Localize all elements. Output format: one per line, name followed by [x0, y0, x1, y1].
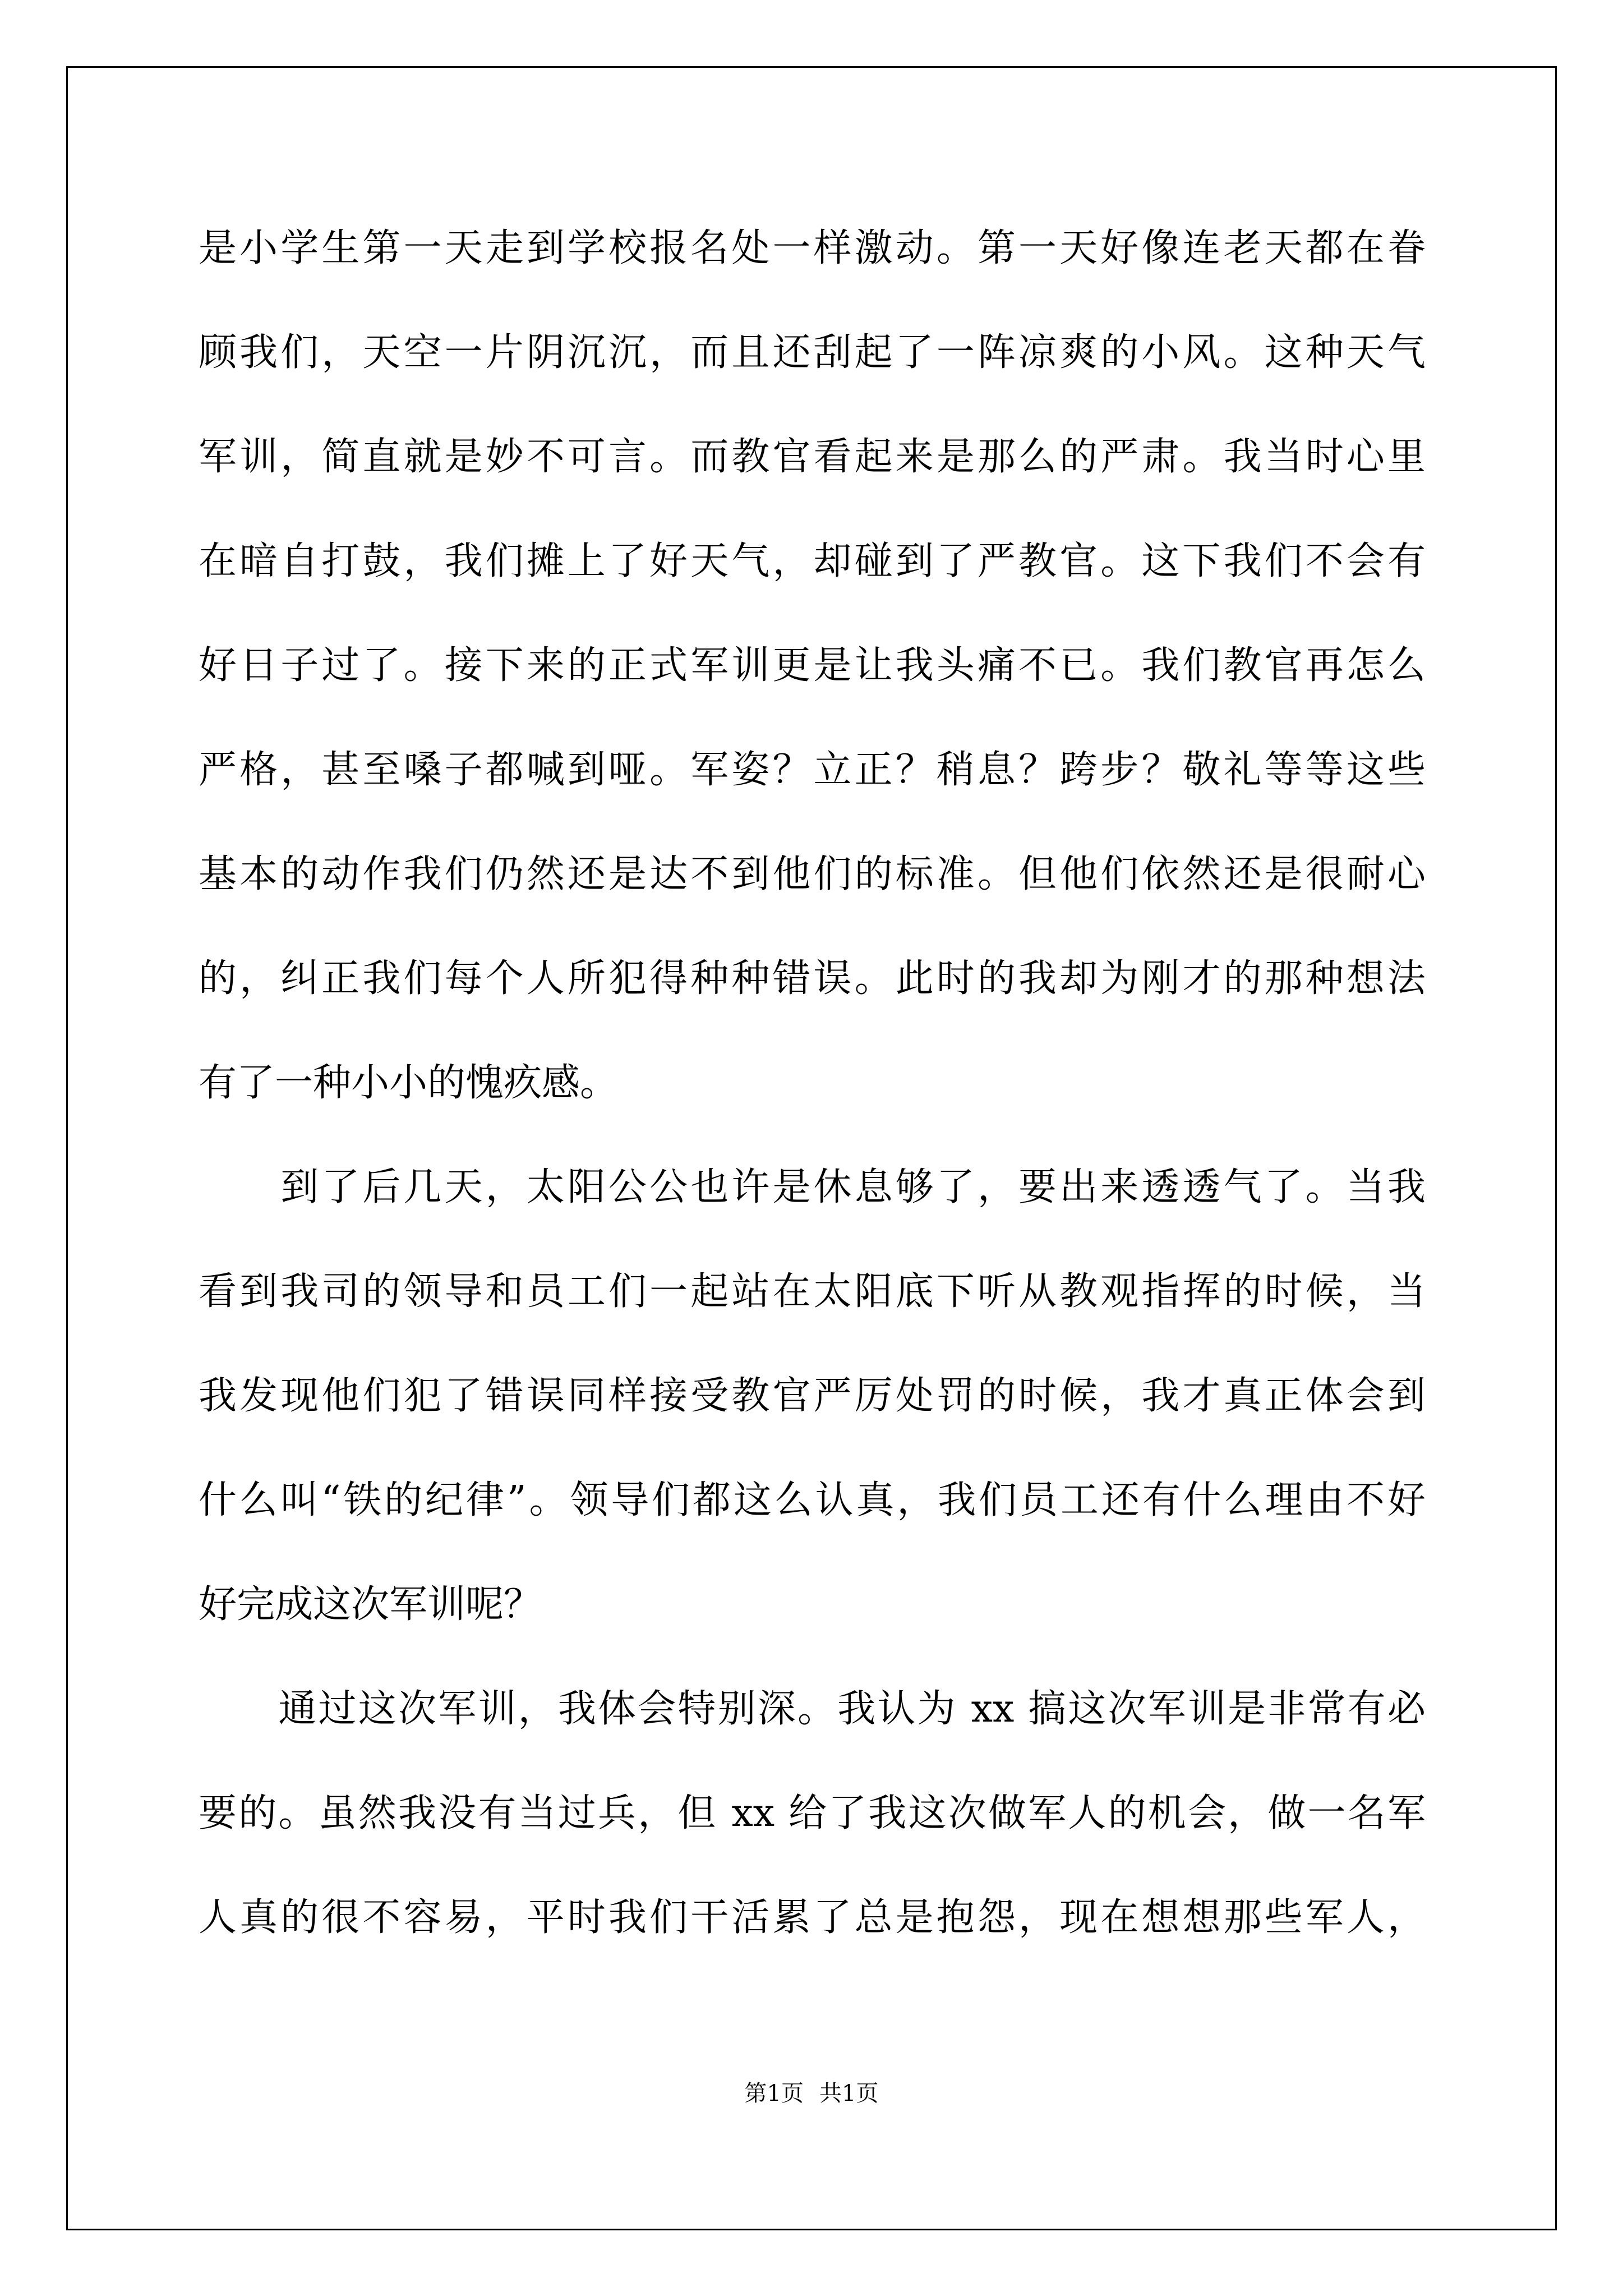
- text-line: 基本的动作我们仍然还是达不到他们的标准。但他们依然还是很耐心: [199, 852, 1426, 896]
- text-line: 顾我们，天空一片阴沉沉，而且还刮起了一阵凉爽的小风。这种天气: [199, 330, 1426, 375]
- text-line: 好完成这次军训呢？: [199, 1582, 542, 1627]
- page-total: 共1页: [819, 2081, 879, 2106]
- text-line: 好日子过了。接下来的正式军训更是让我头痛不已。我们教官再怎么: [199, 643, 1426, 688]
- text-line: 看到我司的领导和员工们一起站在太阳底下听从教观指挥的时候，当: [199, 1269, 1426, 1314]
- text-line: 我发现他们犯了错误同样接受教官严厉处罚的时候，我才真正体会到: [199, 1374, 1426, 1418]
- text-line: 的，纠正我们每个人所犯得种种错误。此时的我却为刚才的那种想法: [199, 956, 1426, 1001]
- text-line: 到了后几天，太阳公公也许是休息够了，要出来透透气了。当我: [199, 1165, 1426, 1209]
- text-line: 在暗自打鼓，我们摊上了好天气，却碰到了严教官。这下我们不会有: [199, 539, 1426, 583]
- text-line: 严格，甚至嗓子都喊到哑。军姿？立正？稍息？跨步？敬礼等等这些: [199, 748, 1426, 792]
- text-line: 通过这次军训，我体会特别深。我认为 xx 搞这次军训是非常有必: [199, 1687, 1426, 1731]
- text-line: 什么叫“铁的纪律”。领导们都这么认真，我们员工还有什么理由不好: [199, 1478, 1426, 1522]
- text-line: 是小学生第一天走到学校报名处一样激动。第一天好像连老天都在眷: [199, 226, 1426, 270]
- text-line: 军训，简直就是妙不可言。而教官看起来是那么的严肃。我当时心里: [199, 435, 1426, 479]
- text-line: 有了一种小小的愧疚感。: [199, 1061, 619, 1105]
- document-body: [199, 210, 1426, 1984]
- text-line: 要的。虽然我没有当过兵，但 xx 给了我这次做军人的机会，做一名军: [199, 1791, 1426, 1835]
- text-line: 人真的很不容易，平时我们干活累了总是抱怨，现在想想那些军人，: [199, 1895, 1426, 1940]
- page-footer: [0, 2076, 1623, 2108]
- page-number: 第1页: [744, 2081, 804, 2106]
